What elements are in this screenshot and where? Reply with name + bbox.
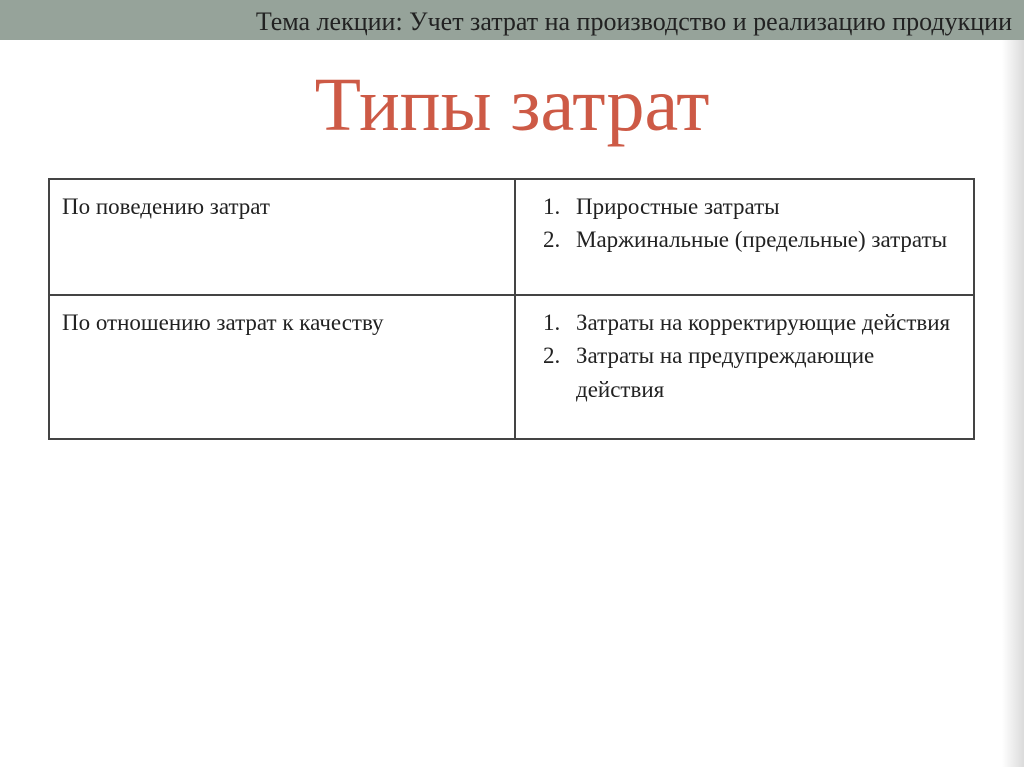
table-row bbox=[49, 179, 974, 295]
types-list bbox=[528, 190, 961, 257]
cost-types-table bbox=[48, 178, 975, 440]
header-bar bbox=[0, 0, 1024, 40]
types-list bbox=[528, 306, 961, 406]
category-cell: По поведению затрат bbox=[49, 179, 515, 295]
table-row bbox=[49, 295, 974, 439]
types-cell bbox=[515, 179, 974, 295]
slide-title: Типы затрат bbox=[314, 63, 710, 147]
list-item: 2. Затраты на предупреждающие действия bbox=[566, 339, 961, 406]
category-cell: По отношению затрат к качеству bbox=[49, 295, 515, 439]
types-cell bbox=[515, 295, 974, 439]
list-item: 1. Затраты на корректирующие действия bbox=[566, 306, 961, 339]
list-item: 1. Приростные затраты bbox=[566, 190, 961, 223]
list-item: 2. Маржинальные (предельные) затраты bbox=[566, 223, 961, 256]
lecture-topic: Тема лекции: Учет затрат на производство и реализацию продукции bbox=[255, 7, 1012, 36]
